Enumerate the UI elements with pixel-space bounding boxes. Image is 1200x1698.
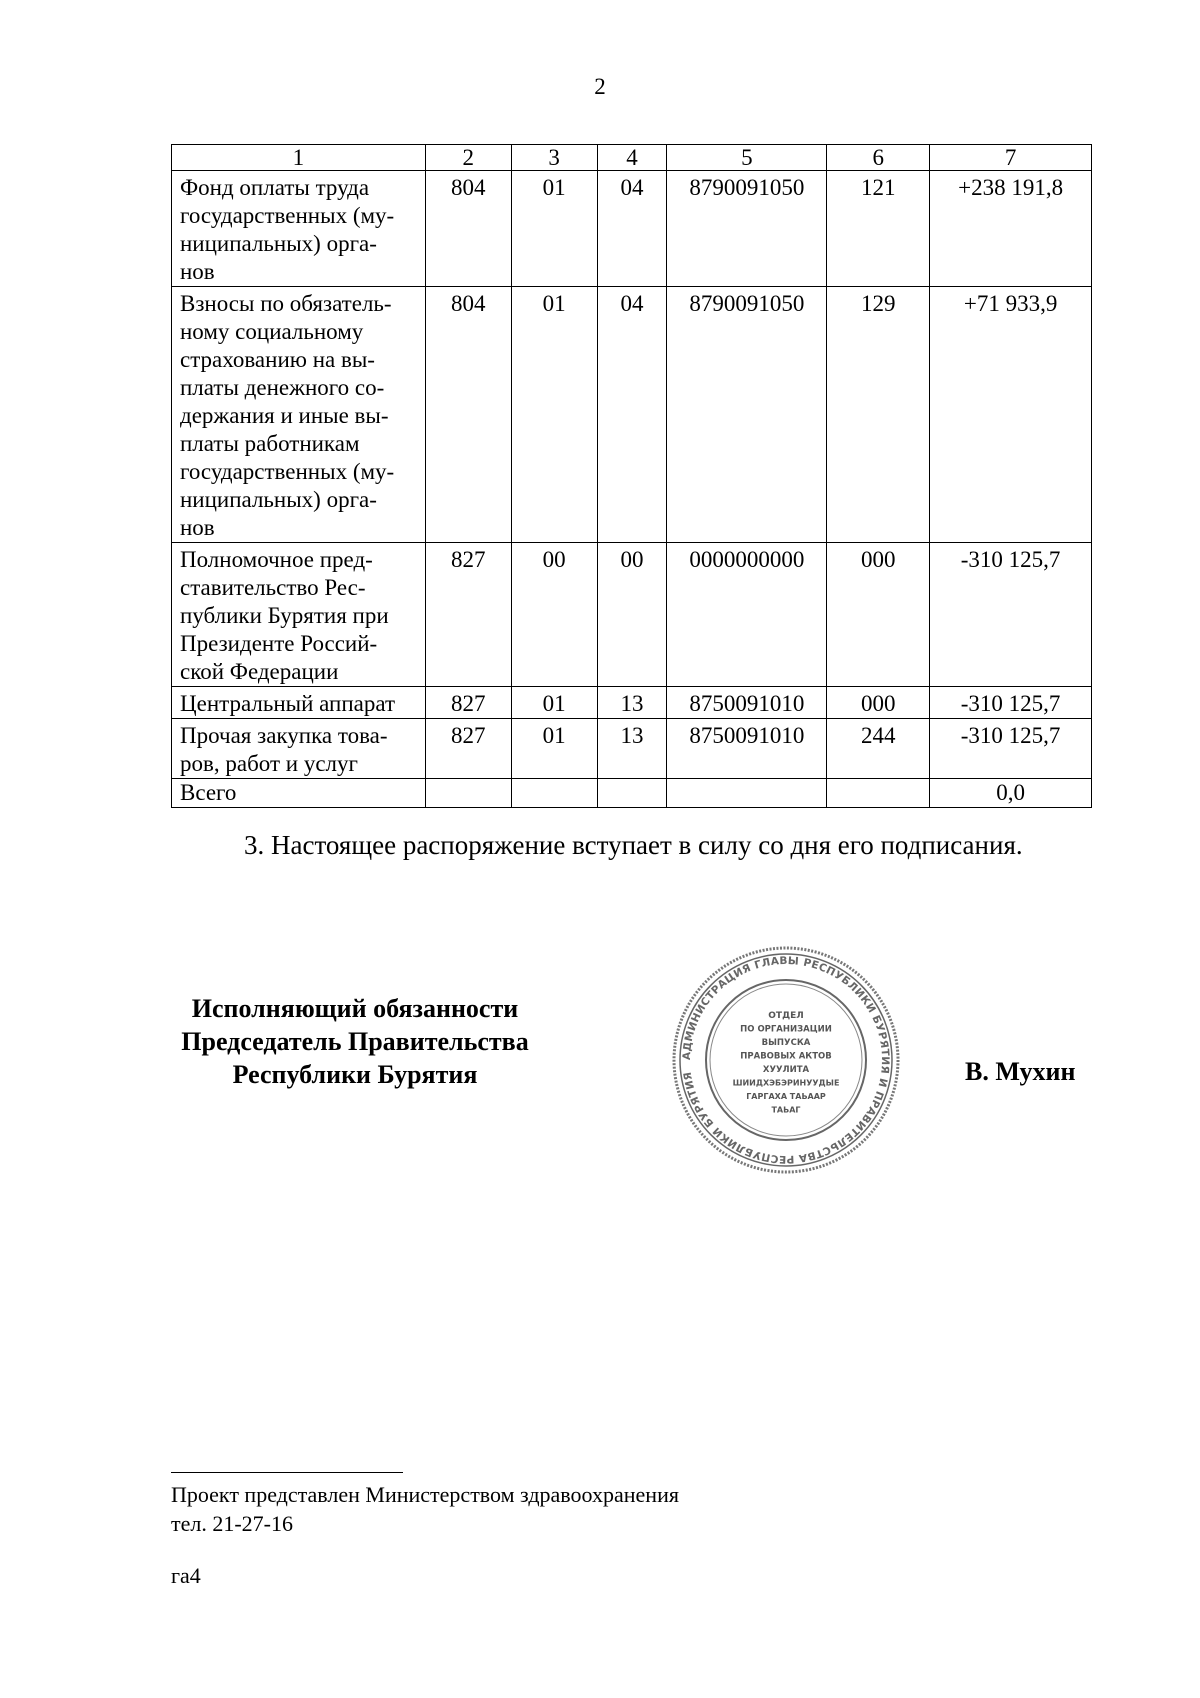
footnote-line-text: Проект представлен Министерством здравоохранения bbox=[171, 1482, 679, 1507]
table-cell-c7: -310 125,7 bbox=[930, 687, 1092, 719]
column-header: 4 bbox=[597, 145, 667, 171]
table-cell-c5: 8790091050 bbox=[667, 171, 827, 287]
table-cell-c4: 00 bbox=[597, 543, 667, 687]
table-cell-c2: 827 bbox=[425, 719, 511, 779]
budget-item-name-line: публики Бурятия при bbox=[180, 603, 389, 628]
budget-item-name-line: ниципальных) орга- bbox=[180, 231, 377, 256]
seal-inner-text: ШИИДХЭБЭРИНУУДЫЕ bbox=[732, 1078, 840, 1088]
budget-item-name bbox=[172, 719, 426, 779]
table-cell bbox=[511, 779, 597, 808]
budget-item-name-line: Фонд оплаты труда bbox=[180, 175, 370, 200]
budget-item-name bbox=[172, 543, 426, 687]
budget-item-name bbox=[172, 287, 426, 543]
table-cell-c7: -310 125,7 bbox=[930, 543, 1092, 687]
table-cell-c6: 129 bbox=[827, 287, 930, 543]
budget-item-name bbox=[172, 171, 426, 287]
signer-title bbox=[150, 992, 560, 1091]
table-cell-c3: 01 bbox=[511, 687, 597, 719]
table-cell-c5: 0000000000 bbox=[667, 543, 827, 687]
budget-item-name-line: Взносы по обязатель- bbox=[180, 291, 392, 316]
column-header: 6 bbox=[827, 145, 930, 171]
seal-inner-text: ВЫПУСКА bbox=[761, 1038, 811, 1048]
table-cell bbox=[827, 779, 930, 808]
budget-item-name-line: нов bbox=[180, 259, 215, 284]
table-row bbox=[172, 719, 1092, 779]
table-cell-c4: 04 bbox=[597, 171, 667, 287]
table-cell-c2: 804 bbox=[425, 171, 511, 287]
table-row bbox=[172, 287, 1092, 543]
budget-item-name-line: страхованию на вы- bbox=[180, 347, 375, 372]
budget-item-name-line: государственных (му- bbox=[180, 459, 395, 484]
signer-title-line: Республики Бурятия bbox=[232, 1060, 478, 1089]
table-cell-c5: 8750091010 bbox=[667, 687, 827, 719]
budget-item-name-line: Полномочное пред- bbox=[180, 547, 373, 572]
table-row bbox=[172, 543, 1092, 687]
budget-item-name-line: государственных (му- bbox=[180, 203, 395, 228]
budget-item-name-line: ному социальному bbox=[180, 319, 364, 344]
budget-item-name bbox=[172, 687, 426, 719]
total-label: Всего bbox=[172, 779, 426, 808]
table-cell-c5: 8750091010 bbox=[667, 719, 827, 779]
seal-inner-text: ТАЬАГ bbox=[771, 1105, 801, 1115]
table-cell-c7: -310 125,7 bbox=[930, 719, 1092, 779]
seal-inner-text: ПРАВОВЫХ АКТОВ bbox=[740, 1051, 832, 1062]
table-cell-c3: 01 bbox=[511, 171, 597, 287]
table-cell bbox=[425, 779, 511, 808]
table-cell-c3: 00 bbox=[511, 543, 597, 687]
budget-item-name-line: ров, работ и услуг bbox=[180, 751, 358, 776]
table-cell-c6: 121 bbox=[827, 171, 930, 287]
table-header-row bbox=[172, 145, 1092, 171]
budget-item-name-line: Прочая закупка това- bbox=[180, 723, 388, 748]
signer-title-line: Исполняющий обязанности bbox=[191, 994, 519, 1023]
table-cell-c5: 8790091050 bbox=[667, 287, 827, 543]
seal-inner-text: ГАРГАХА ТАЬААР bbox=[746, 1092, 826, 1101]
table-cell-c7: +71 933,9 bbox=[930, 287, 1092, 543]
table-cell-c6: 000 bbox=[827, 687, 930, 719]
column-header: 3 bbox=[511, 145, 597, 171]
budget-item-name-line: платы работникам bbox=[180, 431, 360, 456]
table-cell bbox=[597, 779, 667, 808]
table-cell-c3: 01 bbox=[511, 719, 597, 779]
table-row bbox=[172, 687, 1092, 719]
official-seal-stamp bbox=[670, 944, 902, 1176]
signer-name: В. Мухин bbox=[965, 1057, 1076, 1086]
budget-item-name-line: ниципальных) орга- bbox=[180, 487, 377, 512]
table-cell-c6: 244 bbox=[827, 719, 930, 779]
table-cell-c4: 04 bbox=[597, 287, 667, 543]
budget-item-name-line: Центральный аппарат bbox=[180, 691, 396, 716]
table-row bbox=[172, 171, 1092, 287]
footnote-divider bbox=[171, 1472, 403, 1473]
total-value: 0,0 bbox=[930, 779, 1092, 808]
table-cell-c7: +238 191,8 bbox=[930, 171, 1092, 287]
column-header: 2 bbox=[425, 145, 511, 171]
seal-inner-text: ХУУЛИТА bbox=[762, 1065, 810, 1075]
table-cell-c4: 13 bbox=[597, 719, 667, 779]
column-header: 5 bbox=[667, 145, 827, 171]
table-cell-c2: 827 bbox=[425, 543, 511, 687]
seal-inner-text: ОТДЕЛ bbox=[768, 1011, 804, 1021]
column-header: 1 bbox=[172, 145, 426, 171]
signer-title-line: Председатель Правительства bbox=[181, 1027, 529, 1056]
budget-item-name-line: ской Федерации bbox=[180, 659, 339, 684]
table-cell-c2: 827 bbox=[425, 687, 511, 719]
paragraph-effective-date: 3. Настоящее распоряжение вступает в силу со дня его подписания. bbox=[244, 830, 1023, 860]
footnote bbox=[171, 1480, 679, 1538]
budget-item-name-line: ставительство Рес- bbox=[180, 575, 366, 600]
table-cell-c3: 01 bbox=[511, 287, 597, 543]
seal-ring-text: АДМИНИСТРАЦИЯ ГЛАВЫ РЕСПУБЛИКИ БУРЯТИЯ И ПРАВИТЕЛЬСТВА РЕСПУБЛИКИ БУРЯТИЯ bbox=[680, 954, 892, 1166]
budget-item-name-line: нов bbox=[180, 515, 215, 540]
budget-item-name-line: платы денежного со- bbox=[180, 375, 385, 400]
table-cell-c6: 000 bbox=[827, 543, 930, 687]
column-header: 7 bbox=[930, 145, 1092, 171]
table-cell-c4: 13 bbox=[597, 687, 667, 719]
page-number: 2 bbox=[594, 74, 606, 99]
table-cell-c2: 804 bbox=[425, 287, 511, 543]
document-code: га4 bbox=[171, 1563, 201, 1588]
budget-item-name-line: Президенте Россий- bbox=[180, 631, 378, 656]
footnote-line-text: тел. 21-27-16 bbox=[171, 1511, 294, 1536]
table-total-row bbox=[172, 779, 1092, 808]
budget-item-name-line: держания и иные вы- bbox=[180, 403, 389, 428]
table-cell bbox=[667, 779, 827, 808]
budget-table bbox=[171, 144, 1092, 808]
seal-inner-text: ПО ОРГАНИЗАЦИИ bbox=[740, 1024, 832, 1035]
